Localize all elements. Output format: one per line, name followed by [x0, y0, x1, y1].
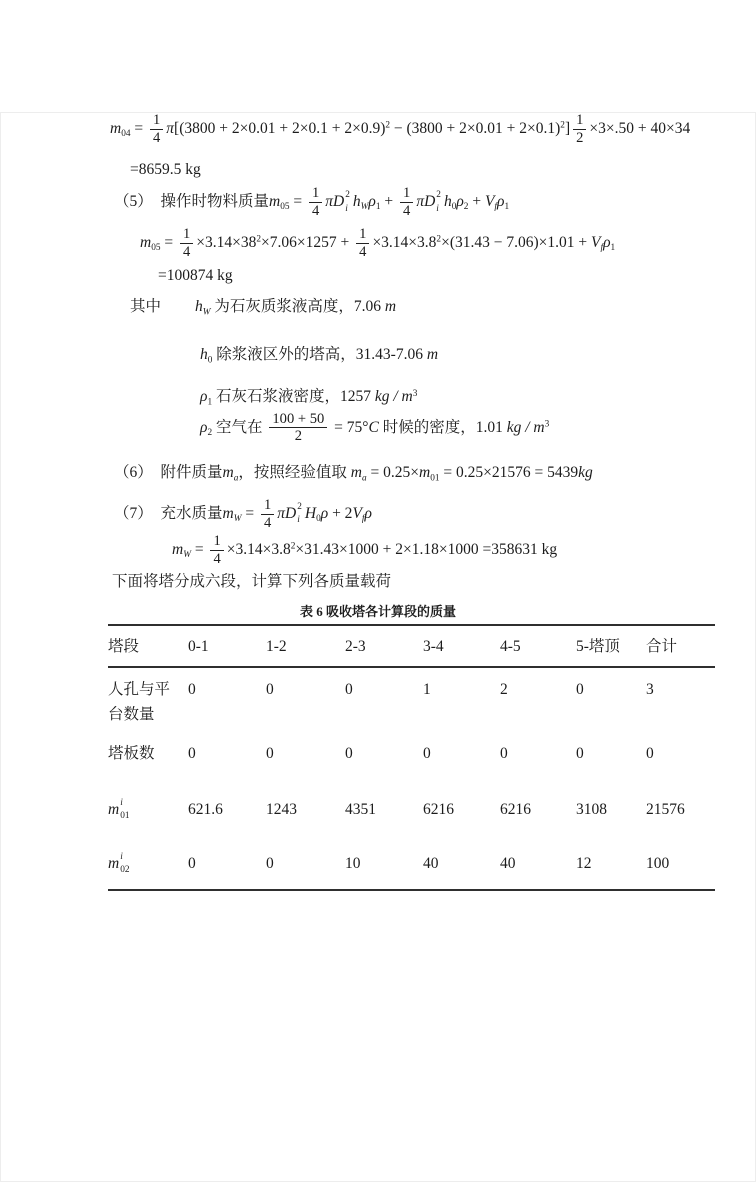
row-label-cell: 塔板数: [108, 744, 155, 762]
formula-m05-calculation: $m_{05}$ = $\frac{1}{4}$ $\times 3.14\times 38^2\times 7.06\times 1257$ + $\frac{1}{4}$ $\times 3.14\times 3.8^2\times(31.43 - 7.06)\times 1.01 + V_f\rho_1$: [140, 225, 616, 260]
row-label-cell: m i 01: [108, 797, 130, 822]
table-cell: 4351: [345, 800, 376, 818]
table-cell: 21576: [646, 800, 685, 818]
table-cell: 0: [188, 744, 196, 762]
table-cell: 0: [576, 680, 584, 698]
item-5-operating-material-mass: （5） 操作时物料质量$m_{05}$ = $\frac{1}{4}$ πD 2 i $h_W\rho_1$ + $\frac{1}{4}$ πD 2 i $h_0\rho_2 + V_f\rho_1$: [114, 185, 510, 220]
table-header-cell: 1-2: [266, 637, 287, 655]
item-6-attachment-mass: （6） 附件质量$m_a$，按照经验值取 $m_a = 0.25\times m_{01} = 0.25\times 21576 = 5439kg$: [114, 464, 593, 484]
table-cell: 2: [500, 680, 508, 698]
table-cell: 0: [188, 680, 196, 698]
table-cell: 0: [345, 680, 353, 698]
table-cell: 1243: [266, 800, 297, 818]
table-header-cell: 塔段: [108, 637, 140, 655]
note-rho1-slurry-density: $\rho_1$ 石灰石浆液密度，1257 kg / $m^3$: [200, 387, 418, 408]
table-cell: 10: [345, 854, 361, 872]
note-hw-slurry-height: 其中 $h_W$ 为石灰质浆液高度，7.06 m: [130, 298, 397, 318]
table-header-row: [108, 625, 715, 667]
table-cell: 40: [423, 854, 439, 872]
table-row: [108, 844, 715, 890]
table-cell: 0: [500, 744, 508, 762]
table-header-cell: 4-5: [500, 637, 521, 655]
table-header-cell: 2-3: [345, 637, 366, 655]
table-cell: 0: [266, 744, 274, 762]
table-header-cell: 合计: [646, 637, 678, 655]
table-cell: 0: [345, 744, 353, 762]
table-header-cell: 3-4: [423, 637, 444, 655]
mass-table: [108, 624, 715, 891]
table-cell: 0: [188, 854, 196, 872]
table-cell: 3108: [576, 800, 607, 818]
table-cell: 40: [500, 854, 516, 872]
item-7-water-filling-mass: （7） 充水质量$m_W$ = $\frac{1}{4}$ πD 2 i $H_0\rho + 2V_f\rho$: [114, 496, 372, 531]
result-m04: =8659.5 kg: [130, 161, 201, 179]
table-cell: 0: [266, 854, 274, 872]
paragraph-six-segments: 下面将塔分成六段，计算下列各质量载荷: [112, 572, 392, 590]
row-label-cell: 人孔与平台数量: [108, 680, 171, 723]
result-m05: =100874 kg: [158, 267, 233, 285]
formula-m04: $m_{04}$ = $\frac{1}{4}$ $\pi[(3800 + 2\times 0.01 + 2\times 0.1 + 2\times 0.9)^2 - (3800 + 2\times 0.01 + 2\times 0.1)^2]$ $\frac{1}{2}$ ×3×.50 + 40×34: [110, 112, 691, 146]
table-cell: 100: [646, 854, 670, 872]
table-cell: 0: [423, 744, 431, 762]
table-header-cell: 5-塔顶: [576, 637, 620, 655]
formula-mw-calculation: $m_W$ = $\frac{1}{4}$ $\times 3.14\times 3.8^2\times 31.43\times 1000 + 2\times 1.18\times 1000 =358631$ kg: [172, 533, 558, 568]
table-row: [108, 731, 715, 786]
document-page: [0, 112, 756, 1182]
note-h0-tower-height: $h_0$ 除浆液区外的塔高，31.43-7.06 m: [200, 346, 439, 366]
table-caption: 表 6 吸收塔各计算段的质量: [299, 603, 456, 619]
table-header-cell: 0-1: [188, 637, 209, 655]
table-cell: 0: [266, 680, 274, 698]
table-cell: 3: [646, 680, 654, 698]
row-label-cell: m i 02: [108, 851, 130, 876]
table-cell: 6216: [500, 800, 531, 818]
table-cell: 1: [423, 680, 431, 698]
table-row: [108, 786, 715, 844]
table-cell: 12: [576, 854, 592, 872]
table-row: [108, 667, 715, 731]
table-cell: 6216: [423, 800, 454, 818]
table-cell: 0: [576, 744, 584, 762]
note-rho2-air-density: $\rho_2$ 空气在 $\frac{100 + 50}{2}$ = 75°C 时候的密度，1.01 kg / $m^3$: [200, 410, 550, 445]
table-cell: 0: [646, 744, 654, 762]
mass-table-container: [108, 624, 715, 891]
table-cell: 621.6: [188, 800, 223, 818]
